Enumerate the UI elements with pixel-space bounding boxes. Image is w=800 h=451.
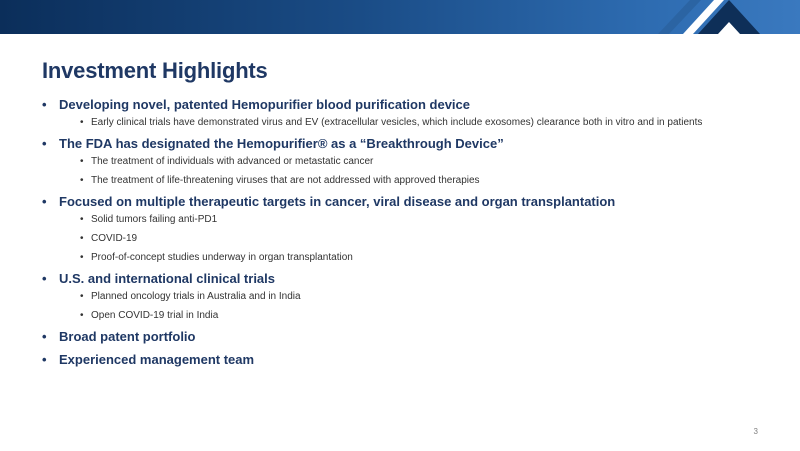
sub-bullet-list [59, 214, 762, 264]
sub-bullet-text: The treatment of individuals with advanced or metastatic cancer [91, 156, 374, 167]
bullet-item [42, 329, 762, 345]
sub-bullet-item [59, 233, 762, 245]
bullet-text: The FDA has designated the Hemopurifier® as a “Breakthrough Device” [59, 136, 504, 151]
sub-bullet-text: Solid tumors failing anti-PD1 [91, 214, 218, 225]
bullet-marker: • [42, 194, 47, 209]
sub-bullet-text: Proof-of-concept studies underway in organ transplantation [91, 252, 353, 263]
bullet-text: Developing novel, patented Hemopurifier blood purification device [59, 97, 470, 112]
sub-bullet-marker: • [80, 175, 84, 186]
bullet-item [42, 352, 762, 368]
page-number: 3 [753, 427, 758, 436]
sub-bullet-item [59, 252, 762, 264]
sub-bullet-marker: • [80, 156, 84, 167]
bullet-marker: • [42, 352, 47, 367]
sub-bullet-marker: • [80, 291, 84, 302]
sub-bullet-list [59, 117, 762, 129]
bullet-item [42, 97, 762, 129]
sub-bullet-item [59, 156, 762, 168]
sub-bullet-marker: • [80, 233, 84, 244]
chevron-logo-graphic [600, 0, 800, 34]
sub-bullet-text: The treatment of life-threatening viruses that are not addressed with approved therapies [91, 175, 480, 186]
bullet-marker: • [42, 136, 47, 151]
sub-bullet-marker: • [80, 252, 84, 263]
bullet-item [42, 271, 762, 322]
bullet-text: Focused on multiple therapeutic targets in cancer, viral disease and organ transplantation [59, 194, 616, 209]
sub-bullet-text: COVID-19 [91, 233, 138, 244]
sub-bullet-marker: • [80, 310, 84, 321]
page-title: Investment Highlights [42, 58, 268, 83]
sub-bullet-item [59, 175, 762, 187]
header-bar [0, 0, 800, 34]
sub-bullet-item [59, 291, 762, 303]
bullet-item [42, 136, 762, 187]
sub-bullet-text: Early clinical trials have demonstrated virus and EV (extracellular vesicles, which include exosomes) clearance both in vitro and in patients [91, 117, 703, 128]
sub-bullet-text: Planned oncology trials in Australia and in India [91, 291, 301, 302]
bullet-item [42, 194, 762, 264]
bullet-marker: • [42, 97, 47, 112]
sub-bullet-text: Open COVID-19 trial in India [91, 310, 219, 321]
sub-bullet-list [59, 291, 762, 322]
sub-bullet-item [59, 214, 762, 226]
bullet-marker: • [42, 271, 47, 286]
sub-bullet-marker: • [80, 117, 84, 128]
bullet-list [42, 97, 762, 372]
bullet-text: Broad patent portfolio [59, 329, 196, 344]
sub-bullet-list [59, 156, 762, 187]
sub-bullet-item [59, 117, 762, 129]
bullet-text: Experienced management team [59, 352, 255, 367]
sub-bullet-item [59, 310, 762, 322]
sub-bullet-marker: • [80, 214, 84, 225]
bullet-marker: • [42, 329, 47, 344]
bullet-text: U.S. and international clinical trials [59, 271, 275, 286]
